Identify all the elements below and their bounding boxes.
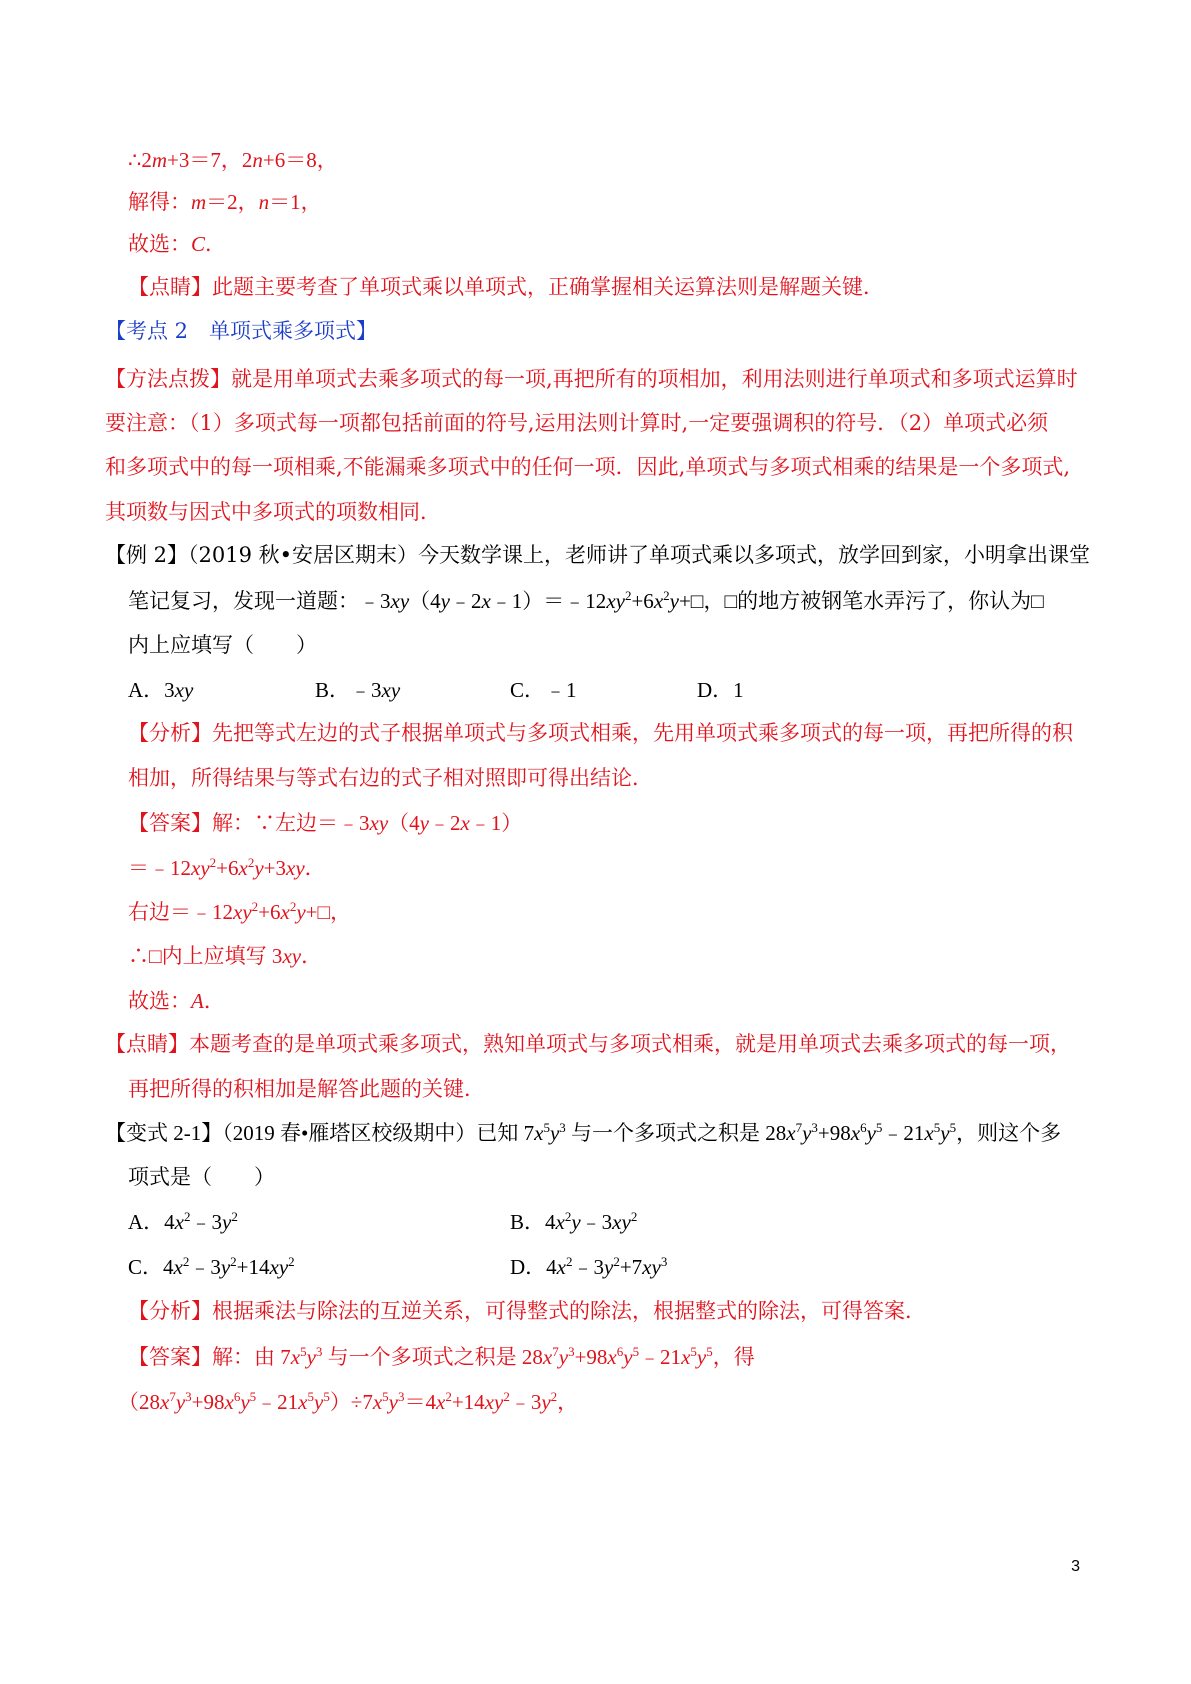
variant21-answer-1: 【答案】解：由 $7x^5y^3$ 与一个多项式之积是 $28x^7y^3+98x^6y^5﹣21x^5y^5$，得 xyxy=(128,1344,755,1369)
variant21-source: （2019 春•雁塔区校级期中） xyxy=(222,1121,477,1145)
analysis-label: 【分析】 xyxy=(128,721,212,745)
example2-answer-3: 右边$=﹣12xy^2+6x^2y+□$， xyxy=(128,899,352,924)
therefore-line: ∴2m+3＝7，2n+6＝8， xyxy=(128,148,338,172)
example2-option-c[interactable]: C．﹣1 xyxy=(510,678,577,702)
example2-option-b[interactable]: B．﹣3xy xyxy=(315,678,401,702)
answer-label: 【答案】 xyxy=(128,1345,212,1369)
variant21-option-b[interactable]: B．$4x^2y﹣3xy^2$ xyxy=(510,1209,638,1234)
method-line-2: 要注意：（1）多项式每一项都包括前面的符号,运用法则计算时,一定要强调积的符号．（2）单项式必须 xyxy=(105,411,1049,435)
example2-analysis-2: 相加，所得结果与等式右边的式子相对照即可得出结论． xyxy=(128,766,653,790)
example2-line-2: 笔记复习，发现一道题：$﹣3xy(4y﹣2x﹣1)=﹣12xy^2+6x^2y+□$，□的地方被钢笔水弄污了，你认为□ xyxy=(128,588,1044,613)
example2-answer-1: 【答案】解：∵左边＝﹣3xy（4y﹣2x﹣1） xyxy=(128,811,523,835)
example2-source: （2019 秋•安居区期末） xyxy=(188,543,419,567)
example2-label: 【例 2】 xyxy=(105,543,189,567)
analysis-label: 【分析】 xyxy=(128,1299,212,1323)
section-title: 【考点 2 单项式乘多项式】 xyxy=(105,319,378,343)
example2-line-3: 内上应填写（ ） xyxy=(128,633,317,657)
method-line-4: 其项数与因式中多项式的项数相同． xyxy=(105,500,441,524)
method-line-1: 【方法点拨】就是用单项式去乘多项式的每一项,再把所有的项相加，利用法则进行单项式和多项式运算时 xyxy=(105,367,1078,391)
variant21-line-1: 【变式 2-1】（2019 春•雁塔区校级期中）已知 $7x^5y^3$ 与一个多项式之积是 $28x^7y^3+98x^6y^5﹣21x^5y^5$，则这个多 xyxy=(105,1120,1062,1145)
method-label: 【方法点拨】 xyxy=(105,367,231,391)
tip-text: 此题主要考查了单项式乘以单项式，正确掌握相关运算法则是解题关键． xyxy=(212,275,884,299)
variant21-line-2: 项式是（ ） xyxy=(128,1165,275,1189)
variant21-option-a[interactable]: A．$4x^2﹣3y^2$ xyxy=(128,1209,238,1234)
choose-line: 故选：C． xyxy=(128,232,227,256)
example2-answer-4: ∴□内上应填写 3xy． xyxy=(128,944,323,968)
variant21-analysis: 【分析】根据乘法与除法的互逆关系，可得整式的除法，根据整式的除法，可得答案． xyxy=(128,1299,926,1323)
answer-label: 【答案】 xyxy=(128,811,212,835)
tip-label: 【点睛】 xyxy=(128,275,212,299)
example2-tip-1: 【点睛】本题考查的是单项式乘多项式，熟知单项式与多项式相乘，就是用单项式去乘多项式的每一项， xyxy=(105,1032,1071,1056)
solve-line: 解得：m＝2，n＝1， xyxy=(128,190,322,214)
variant21-label: 【变式 2-1】 xyxy=(105,1121,223,1145)
method-line-3: 和多项式中的每一项相乘,不能漏乘多项式中的任何一项．因此,单项式与多项式相乘的结果是一个多项式, xyxy=(105,455,1071,479)
variant21-option-c[interactable]: C．$4x^2﹣3y^2+14xy^2$ xyxy=(128,1254,295,1279)
example2-analysis-1: 【分析】先把等式左边的式子根据单项式与多项式相乘，先用单项式乘多项式的每一项，再把所得的积 xyxy=(128,721,1073,745)
variant21-option-d[interactable]: D．$4x^2﹣3y^2+7xy^3$ xyxy=(510,1254,668,1279)
example2-answer-5: 故选：A． xyxy=(128,989,225,1013)
page-number: 3 xyxy=(1071,1558,1080,1575)
example2-option-d[interactable]: D．1 xyxy=(697,678,744,702)
tip-line xyxy=(128,272,884,302)
variant21-answer-2: $(28x^7y^3+98x^6y^5﹣21x^5y^5)\div 7x^5y^3=4x^2+14xy^2﹣3y^2$， xyxy=(118,1389,579,1414)
tip-label: 【点睛】 xyxy=(105,1032,189,1056)
example2-answer-2: $=﹣12xy^2+6x^2y+3xy$． xyxy=(128,855,326,880)
example2-tip-2: 再把所得的积相加是解答此题的关键． xyxy=(128,1077,485,1101)
example2-line-1: 【例 2】（2019 秋•安居区期末）今天数学课上，老师讲了单项式乘以多项式，放学回到家，小明拿出课堂 xyxy=(105,543,1091,567)
example2-option-a[interactable]: A．3xy xyxy=(128,678,194,702)
